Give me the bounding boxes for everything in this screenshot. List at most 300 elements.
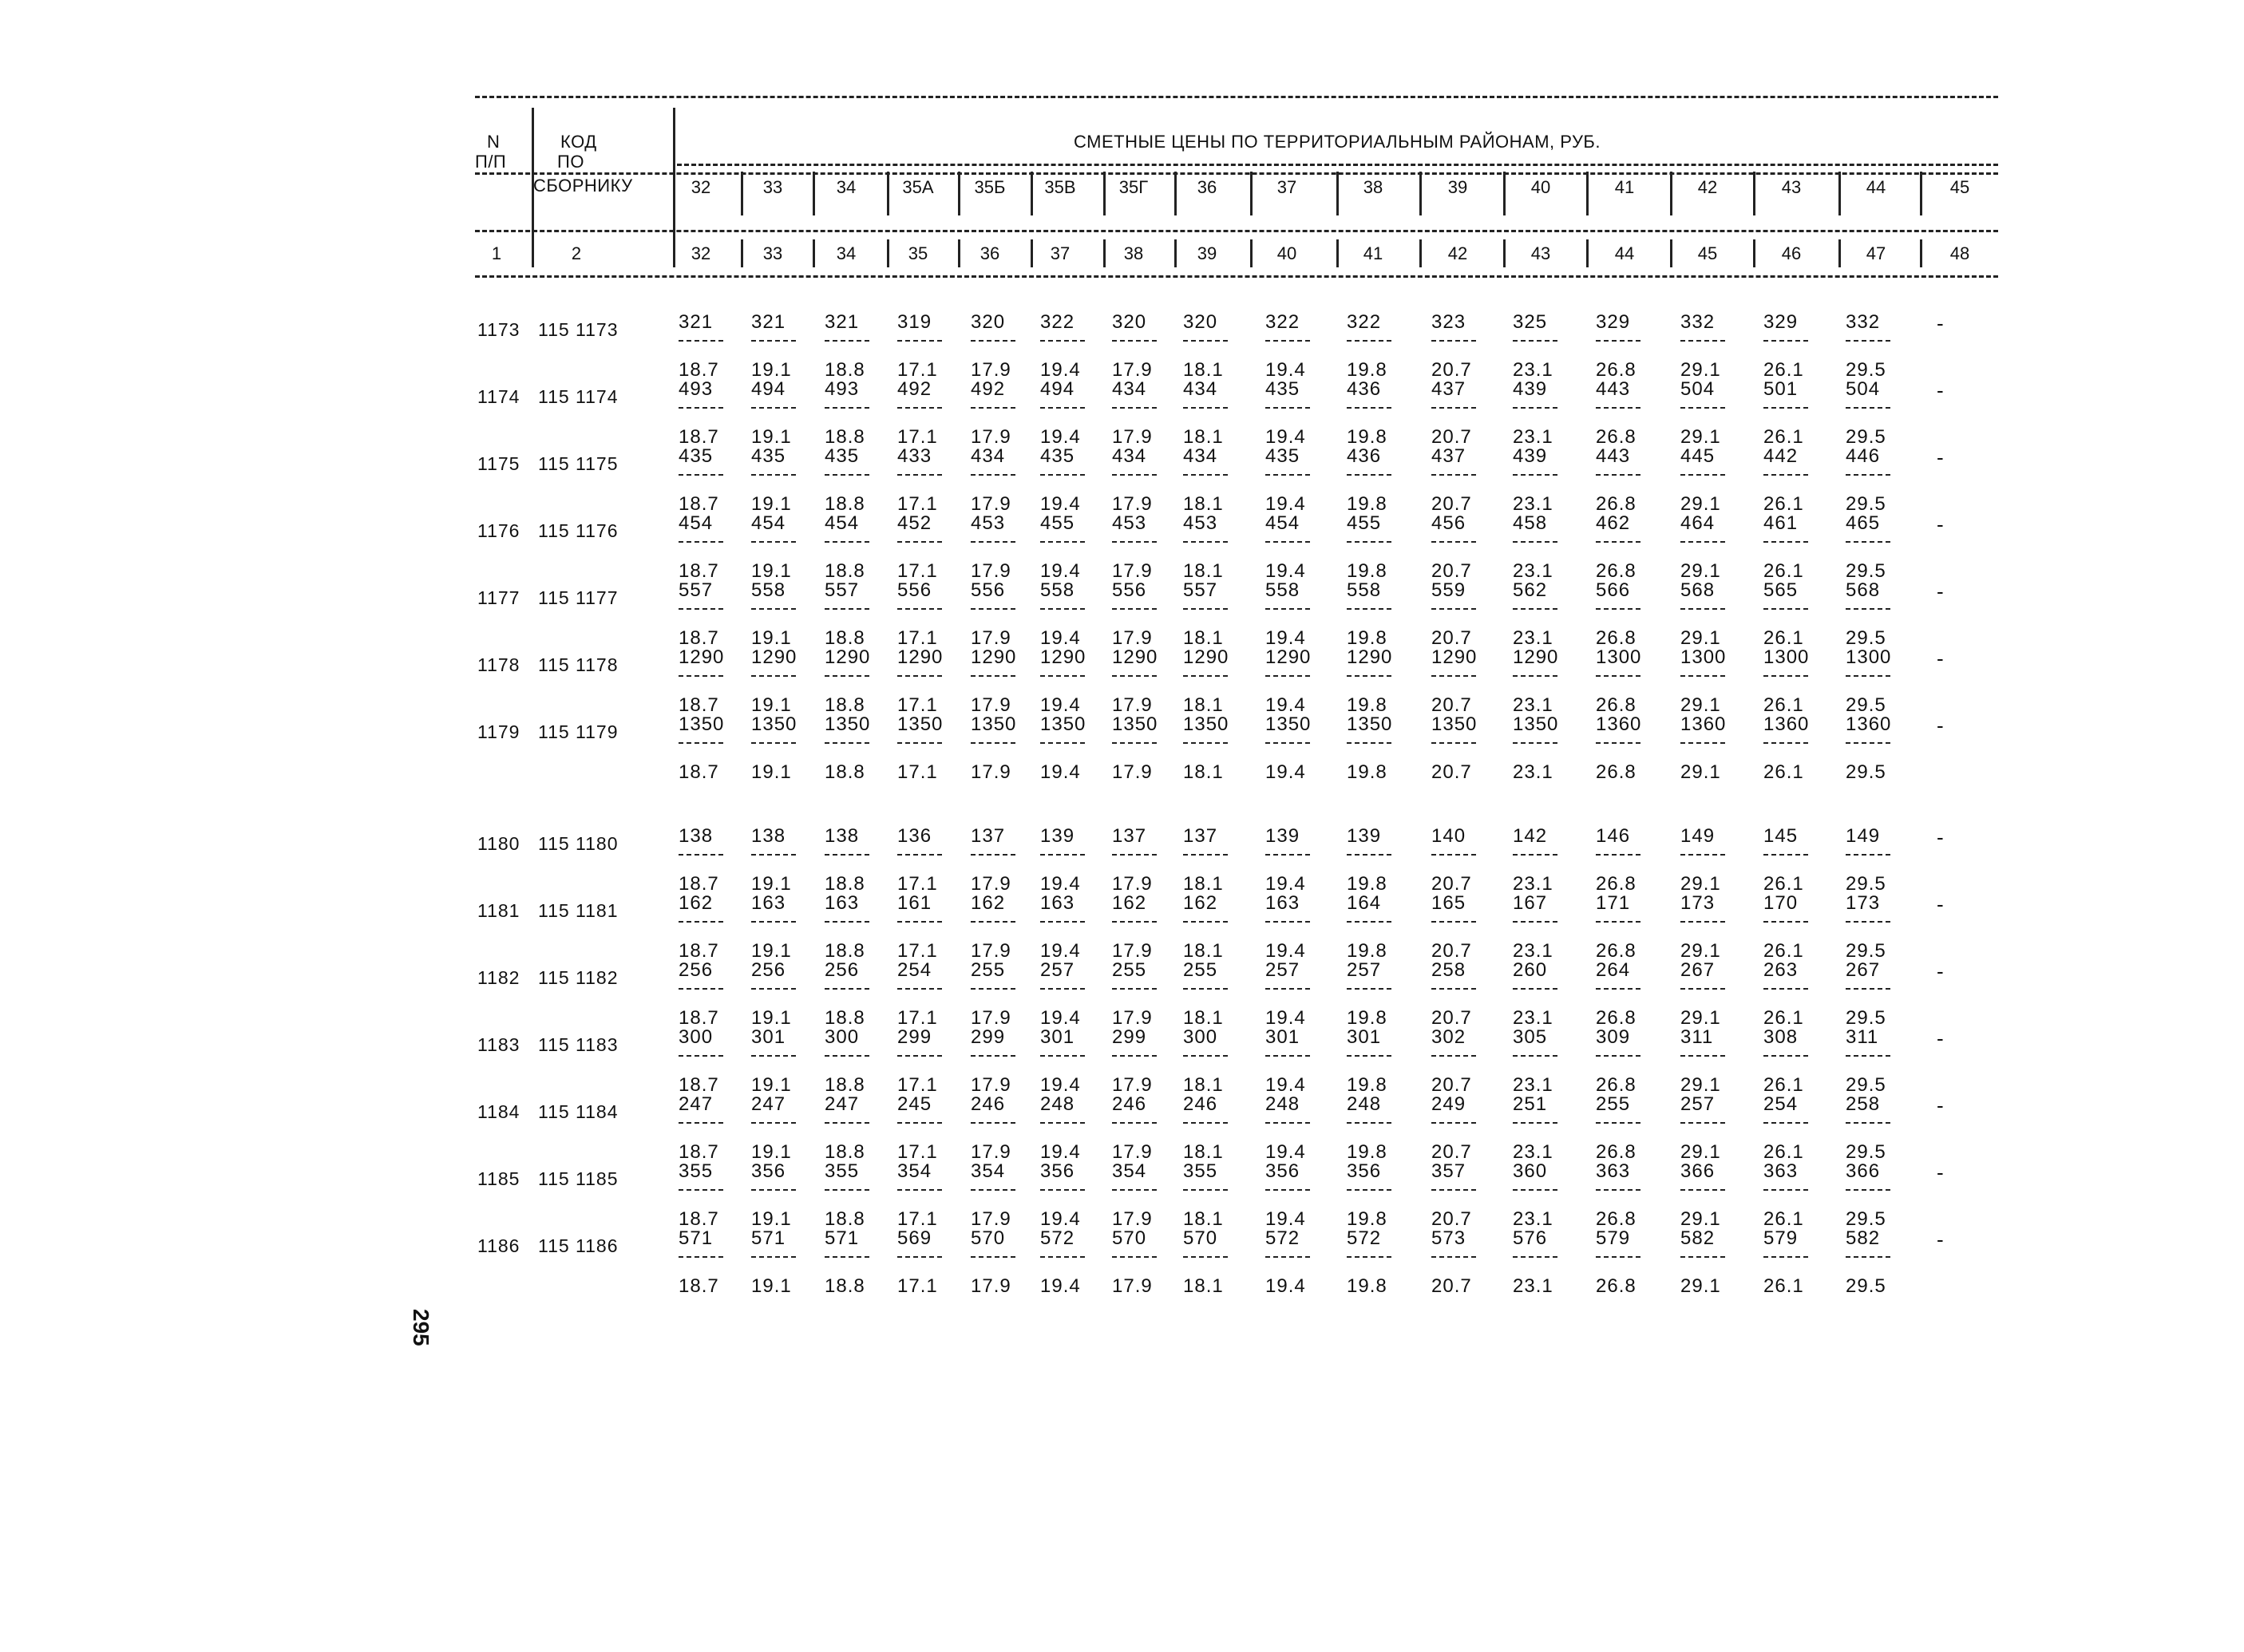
- fraction-bar: [1040, 1256, 1085, 1258]
- price-value: 434: [1183, 445, 1218, 467]
- row-code: 115 1184: [538, 1101, 619, 1122]
- header-divider: [887, 239, 889, 267]
- price-value: 1350: [1112, 713, 1158, 735]
- price-value: 354: [1112, 1160, 1147, 1182]
- fraction-bar: [1347, 474, 1391, 476]
- index-value: 18.1: [1183, 426, 1224, 448]
- index-value: 18.1: [1183, 627, 1224, 649]
- fraction-bar: [1040, 541, 1085, 543]
- fraction-bar: [1680, 608, 1725, 610]
- price-value: 1300: [1846, 646, 1892, 668]
- header-divider: [1838, 172, 1841, 215]
- row-number: 1175: [477, 453, 520, 474]
- index-value: 19.4: [1040, 627, 1081, 649]
- price-value: 257: [1680, 1093, 1716, 1115]
- fraction-bar: [1846, 1122, 1890, 1124]
- index-value: 26.8: [1596, 560, 1636, 582]
- fraction-bar: [1513, 608, 1557, 610]
- price-value: 161: [897, 892, 932, 914]
- index-value: 19.4: [1040, 694, 1081, 716]
- index-value: 19.4: [1265, 493, 1306, 515]
- fraction-bar: [679, 854, 723, 856]
- price-value: 251: [1513, 1093, 1548, 1115]
- price-value: 494: [751, 378, 786, 400]
- fraction-bar: [1680, 1055, 1725, 1057]
- index-value: 26.1: [1763, 694, 1804, 716]
- index-value: 17.9: [971, 1275, 1011, 1297]
- header-divider: [813, 239, 815, 267]
- fraction-bar: [1680, 541, 1725, 543]
- price-value: 576: [1513, 1227, 1548, 1249]
- index-value: 20.7: [1431, 493, 1472, 515]
- index-value: 19.4: [1265, 873, 1306, 895]
- index-value: 19.4: [1265, 1141, 1306, 1163]
- fraction-bar: [1596, 988, 1640, 990]
- price-value: 354: [971, 1160, 1006, 1182]
- price-value: 1300: [1763, 646, 1810, 668]
- price-value: 501: [1763, 378, 1799, 400]
- region-label: 39: [1447, 177, 1468, 197]
- region-label: 36: [1197, 177, 1217, 197]
- column-number: 39: [1197, 243, 1217, 263]
- price-value: 302: [1431, 1026, 1466, 1048]
- price-value: 356: [1265, 1160, 1300, 1182]
- column-number: 35: [908, 243, 928, 263]
- header-divider: [1419, 239, 1422, 267]
- fraction-bar: [971, 474, 1015, 476]
- index-value: 29.5: [1846, 359, 1886, 381]
- column-number: 38: [1123, 243, 1144, 263]
- index-value: 29.1: [1680, 1275, 1721, 1297]
- fraction-bar: [679, 474, 723, 476]
- fraction-bar: [1513, 541, 1557, 543]
- price-value: 323: [1431, 311, 1466, 333]
- index-value: 26.1: [1763, 359, 1804, 381]
- index-value: 18.7: [679, 1074, 719, 1096]
- price-value: 301: [1347, 1026, 1382, 1048]
- header-divider: [1419, 172, 1422, 215]
- column-number: 40: [1276, 243, 1297, 263]
- fraction-bar: [1596, 407, 1640, 409]
- price-value: 363: [1596, 1160, 1631, 1182]
- fraction-bar: [897, 854, 942, 856]
- price-value: 461: [1763, 512, 1799, 534]
- index-value: 29.5: [1846, 627, 1886, 649]
- index-value: 19.8: [1347, 493, 1387, 515]
- col-code-label-3: СБОРНИКУ: [533, 176, 633, 196]
- fraction-bar: [971, 1055, 1015, 1057]
- fraction-bar: [1431, 474, 1476, 476]
- header-divider: [1250, 239, 1253, 267]
- row-code: 115 1186: [538, 1235, 619, 1256]
- fraction-bar: [897, 1189, 942, 1191]
- price-value: 321: [751, 311, 786, 333]
- fraction-bar: [825, 340, 869, 342]
- header-divider: [1920, 172, 1922, 215]
- price-value: 255: [1112, 959, 1147, 981]
- fraction-bar: [897, 988, 942, 990]
- fraction-bar: [1846, 541, 1890, 543]
- fraction-bar: [751, 1122, 796, 1124]
- index-value: 29.5: [1846, 1275, 1886, 1297]
- price-value: 565: [1763, 579, 1799, 601]
- index-value: 17.1: [897, 1275, 938, 1297]
- price-value: 1290: [1513, 646, 1559, 668]
- table-title: СМЕТНЫЕ ЦЕНЫ ПО ТЕРРИТОРИАЛЬНЫМ РАЙОНАМ, РУБ.: [1074, 132, 1601, 152]
- row-end-dash: -: [1937, 1093, 1944, 1117]
- price-value: 453: [971, 512, 1006, 534]
- index-value: 29.1: [1680, 359, 1721, 381]
- column-number: 46: [1781, 243, 1802, 263]
- index-value: 17.1: [897, 493, 938, 515]
- fraction-bar: [1680, 407, 1725, 409]
- fraction-bar: [679, 541, 723, 543]
- index-value: 26.8: [1596, 627, 1636, 649]
- index-value: 17.9: [1112, 560, 1153, 582]
- price-value: 322: [1265, 311, 1300, 333]
- index-value: 17.9: [1112, 359, 1153, 381]
- header-divider: [1503, 239, 1506, 267]
- price-value: 504: [1846, 378, 1881, 400]
- price-value: 456: [1431, 512, 1466, 534]
- index-value: 19.4: [1040, 873, 1081, 895]
- page-number: 295: [409, 1309, 433, 1346]
- row-number: 1177: [477, 587, 520, 608]
- fraction-bar: [1265, 541, 1310, 543]
- column-number: 36: [980, 243, 1000, 263]
- row-code: 115 1183: [538, 1034, 619, 1055]
- fraction-bar: [1040, 921, 1085, 923]
- index-value: 17.1: [897, 627, 938, 649]
- price-value: 570: [971, 1227, 1006, 1249]
- fraction-bar: [1596, 1122, 1640, 1124]
- price-value: 1350: [1265, 713, 1312, 735]
- index-value: 19.4: [1040, 1074, 1081, 1096]
- fraction-bar: [1846, 742, 1890, 744]
- index-value: 19.4: [1040, 761, 1081, 783]
- row-code: 115 1173: [538, 319, 619, 340]
- row-end-dash: -: [1937, 512, 1944, 536]
- price-value: 446: [1846, 445, 1881, 467]
- index-value: 20.7: [1431, 761, 1472, 783]
- index-value: 26.1: [1763, 1141, 1804, 1163]
- price-value: 255: [1596, 1093, 1631, 1115]
- price-value: 582: [1846, 1227, 1881, 1249]
- price-value: 246: [1183, 1093, 1218, 1115]
- row-end-dash: -: [1937, 311, 1944, 335]
- price-value: 258: [1846, 1093, 1881, 1115]
- header-divider: [887, 172, 889, 215]
- index-value: 17.1: [897, 761, 938, 783]
- price-value: 566: [1596, 579, 1631, 601]
- fraction-bar: [1183, 1122, 1228, 1124]
- price-value: 305: [1513, 1026, 1548, 1048]
- row-code: 115 1185: [538, 1168, 619, 1189]
- price-value: 454: [1265, 512, 1300, 534]
- index-value: 18.8: [825, 1141, 865, 1163]
- fraction-bar: [1347, 1256, 1391, 1258]
- col-code-label: КОД: [560, 132, 597, 152]
- fraction-bar: [1763, 921, 1808, 923]
- price-value: 492: [897, 378, 932, 400]
- index-value: 18.8: [825, 1208, 865, 1230]
- col-n-label: N: [487, 132, 501, 152]
- fraction-bar: [1183, 474, 1228, 476]
- index-value: 20.7: [1431, 1074, 1472, 1096]
- index-value: 19.1: [751, 694, 792, 716]
- fraction-bar: [1513, 1055, 1557, 1057]
- fraction-bar: [751, 1189, 796, 1191]
- index-value: 17.9: [971, 940, 1011, 962]
- index-value: 19.4: [1265, 1275, 1306, 1297]
- fraction-bar: [1431, 407, 1476, 409]
- index-value: 29.5: [1846, 493, 1886, 515]
- fraction-bar: [1596, 854, 1640, 856]
- fraction-bar: [1763, 541, 1808, 543]
- fraction-bar: [897, 1256, 942, 1258]
- index-value: 26.8: [1596, 1007, 1636, 1029]
- row-number: 1180: [477, 833, 520, 854]
- index-value: 17.1: [897, 1208, 938, 1230]
- fraction-bar: [1347, 541, 1391, 543]
- price-value: 442: [1763, 445, 1799, 467]
- row-end-dash: -: [1937, 1160, 1944, 1184]
- price-value: 558: [1347, 579, 1382, 601]
- region-label: 34: [836, 177, 857, 197]
- price-value: 494: [1040, 378, 1075, 400]
- region-label: 37: [1276, 177, 1297, 197]
- fraction-bar: [1112, 854, 1157, 856]
- index-value: 29.5: [1846, 694, 1886, 716]
- index-value: 19.8: [1347, 761, 1387, 783]
- index-value: 26.8: [1596, 940, 1636, 962]
- fraction-bar: [1265, 608, 1310, 610]
- price-value: 433: [897, 445, 932, 467]
- price-value: 301: [1040, 1026, 1075, 1048]
- index-value: 17.9: [971, 627, 1011, 649]
- fraction-bar: [1040, 742, 1085, 744]
- price-value: 319: [897, 311, 932, 333]
- fraction-bar: [1846, 407, 1890, 409]
- region-label: 35Б: [974, 177, 1006, 197]
- fraction-bar: [1763, 474, 1808, 476]
- index-value: 18.1: [1183, 1275, 1224, 1297]
- price-value: 255: [1183, 959, 1218, 981]
- fraction-bar: [1183, 1256, 1228, 1258]
- fraction-bar: [1680, 675, 1725, 677]
- index-value: 17.1: [897, 1074, 938, 1096]
- fraction-bar: [751, 1055, 796, 1057]
- index-value: 18.7: [679, 627, 719, 649]
- fraction-bar: [1513, 675, 1557, 677]
- price-value: 299: [1112, 1026, 1147, 1048]
- fraction-bar: [897, 474, 942, 476]
- index-value: 17.9: [971, 873, 1011, 895]
- index-value: 19.4: [1265, 560, 1306, 582]
- price-value: 1350: [897, 713, 944, 735]
- index-value: 17.1: [897, 560, 938, 582]
- price-value: 436: [1347, 445, 1382, 467]
- price-value: 1350: [971, 713, 1017, 735]
- column-number: 32: [691, 243, 711, 263]
- price-value: 356: [751, 1160, 786, 1182]
- price-value: 571: [751, 1227, 786, 1249]
- price-value: 435: [1265, 378, 1300, 400]
- index-value: 19.1: [751, 426, 792, 448]
- fraction-bar: [679, 608, 723, 610]
- price-value: 257: [1347, 959, 1382, 981]
- index-value: 19.1: [751, 1141, 792, 1163]
- price-value: 360: [1513, 1160, 1548, 1182]
- index-value: 26.8: [1596, 873, 1636, 895]
- index-value: 19.1: [751, 1074, 792, 1096]
- index-value: 19.4: [1265, 1074, 1306, 1096]
- fraction-bar: [897, 921, 942, 923]
- index-value: 19.8: [1347, 1141, 1387, 1163]
- column-number: 45: [1697, 243, 1718, 263]
- fraction-bar: [1347, 921, 1391, 923]
- index-value: 18.1: [1183, 560, 1224, 582]
- index-value: 19.8: [1347, 940, 1387, 962]
- index-value: 17.9: [971, 359, 1011, 381]
- price-value: 458: [1513, 512, 1548, 534]
- header-divider: [1336, 172, 1339, 215]
- price-value: 1360: [1763, 713, 1810, 735]
- fraction-bar: [1596, 675, 1640, 677]
- header-divider: [1503, 172, 1506, 215]
- region-label: 32: [691, 177, 711, 197]
- header-divider: [741, 239, 743, 267]
- index-value: 17.9: [1112, 1141, 1153, 1163]
- region-label: 38: [1363, 177, 1383, 197]
- price-value: 267: [1680, 959, 1716, 981]
- row-code: 115 1180: [538, 833, 619, 854]
- index-value: 18.7: [679, 560, 719, 582]
- row-end-dash: -: [1937, 1227, 1944, 1251]
- index-value: 19.8: [1347, 426, 1387, 448]
- column-number: 41: [1363, 243, 1383, 263]
- index-value: 17.1: [897, 1141, 938, 1163]
- price-value: 164: [1347, 892, 1382, 914]
- fraction-bar: [1183, 854, 1228, 856]
- header-divider: [958, 172, 960, 215]
- row-number: 1181: [477, 900, 520, 921]
- index-value: 18.8: [825, 761, 865, 783]
- index-value: 23.1: [1513, 493, 1553, 515]
- index-value: 26.1: [1763, 1074, 1804, 1096]
- price-value: 558: [1265, 579, 1300, 601]
- price-value: 247: [825, 1093, 860, 1115]
- price-value: 320: [1112, 311, 1147, 333]
- fraction-bar: [679, 675, 723, 677]
- price-value: 163: [1265, 892, 1300, 914]
- column-number: 33: [762, 243, 783, 263]
- index-value: 18.1: [1183, 873, 1224, 895]
- price-value: 140: [1431, 825, 1466, 847]
- region-label: 42: [1697, 177, 1718, 197]
- fraction-bar: [679, 1189, 723, 1191]
- fraction-bar: [1040, 1122, 1085, 1124]
- index-value: 17.9: [1112, 1007, 1153, 1029]
- price-value: 571: [679, 1227, 714, 1249]
- price-value: 355: [825, 1160, 860, 1182]
- fraction-bar: [1347, 854, 1391, 856]
- fraction-bar: [1846, 921, 1890, 923]
- price-value: 504: [1680, 378, 1716, 400]
- index-value: 17.9: [971, 1141, 1011, 1163]
- price-value: 1290: [1431, 646, 1478, 668]
- price-value: 138: [825, 825, 860, 847]
- fraction-bar: [1347, 1189, 1391, 1191]
- price-value: 557: [825, 579, 860, 601]
- fraction-bar: [825, 1055, 869, 1057]
- price-value: 1360: [1680, 713, 1727, 735]
- fraction-bar: [1596, 1055, 1640, 1057]
- price-value: 493: [679, 378, 714, 400]
- price-value: 1350: [751, 713, 797, 735]
- index-value: 23.1: [1513, 1275, 1553, 1297]
- fraction-bar: [1431, 675, 1476, 677]
- price-value: 1290: [825, 646, 871, 668]
- fraction-bar: [1112, 407, 1157, 409]
- price-value: 558: [1040, 579, 1075, 601]
- price-value: 465: [1846, 512, 1881, 534]
- fraction-bar: [751, 921, 796, 923]
- header-rule: [475, 96, 1998, 98]
- index-value: 23.1: [1513, 1007, 1553, 1029]
- index-value: 18.1: [1183, 761, 1224, 783]
- fraction-bar: [1040, 1189, 1085, 1191]
- price-value: 434: [1183, 378, 1218, 400]
- index-value: 26.1: [1763, 1007, 1804, 1029]
- index-value: 18.8: [825, 560, 865, 582]
- index-value: 29.5: [1846, 1007, 1886, 1029]
- price-value: 356: [1040, 1160, 1075, 1182]
- price-value: 437: [1431, 445, 1466, 467]
- price-value: 139: [1347, 825, 1382, 847]
- row-code: 115 1179: [538, 721, 619, 742]
- fraction-bar: [1596, 340, 1640, 342]
- fraction-bar: [751, 1256, 796, 1258]
- index-value: 26.8: [1596, 1208, 1636, 1230]
- region-label: 33: [762, 177, 783, 197]
- index-value: 19.8: [1347, 359, 1387, 381]
- fraction-bar: [1347, 1122, 1391, 1124]
- index-value: 20.7: [1431, 694, 1472, 716]
- price-value: 263: [1763, 959, 1799, 981]
- index-value: 26.1: [1763, 761, 1804, 783]
- fraction-bar: [1680, 988, 1725, 990]
- header-divider: [813, 172, 815, 215]
- fraction-bar: [1265, 1256, 1310, 1258]
- price-value: 579: [1763, 1227, 1799, 1249]
- row-code: 115 1175: [538, 453, 619, 474]
- fraction-bar: [971, 407, 1015, 409]
- index-value: 20.7: [1431, 873, 1472, 895]
- fraction-bar: [1265, 474, 1310, 476]
- fraction-bar: [1347, 340, 1391, 342]
- index-value: 19.1: [751, 1275, 792, 1297]
- index-value: 19.4: [1265, 426, 1306, 448]
- index-value: 29.1: [1680, 1141, 1721, 1163]
- price-value: 439: [1513, 378, 1548, 400]
- price-value: 267: [1846, 959, 1881, 981]
- fraction-bar: [897, 742, 942, 744]
- index-value: 20.7: [1431, 627, 1472, 649]
- fraction-bar: [1513, 854, 1557, 856]
- row-end-dash: -: [1937, 646, 1944, 670]
- price-value: 562: [1513, 579, 1548, 601]
